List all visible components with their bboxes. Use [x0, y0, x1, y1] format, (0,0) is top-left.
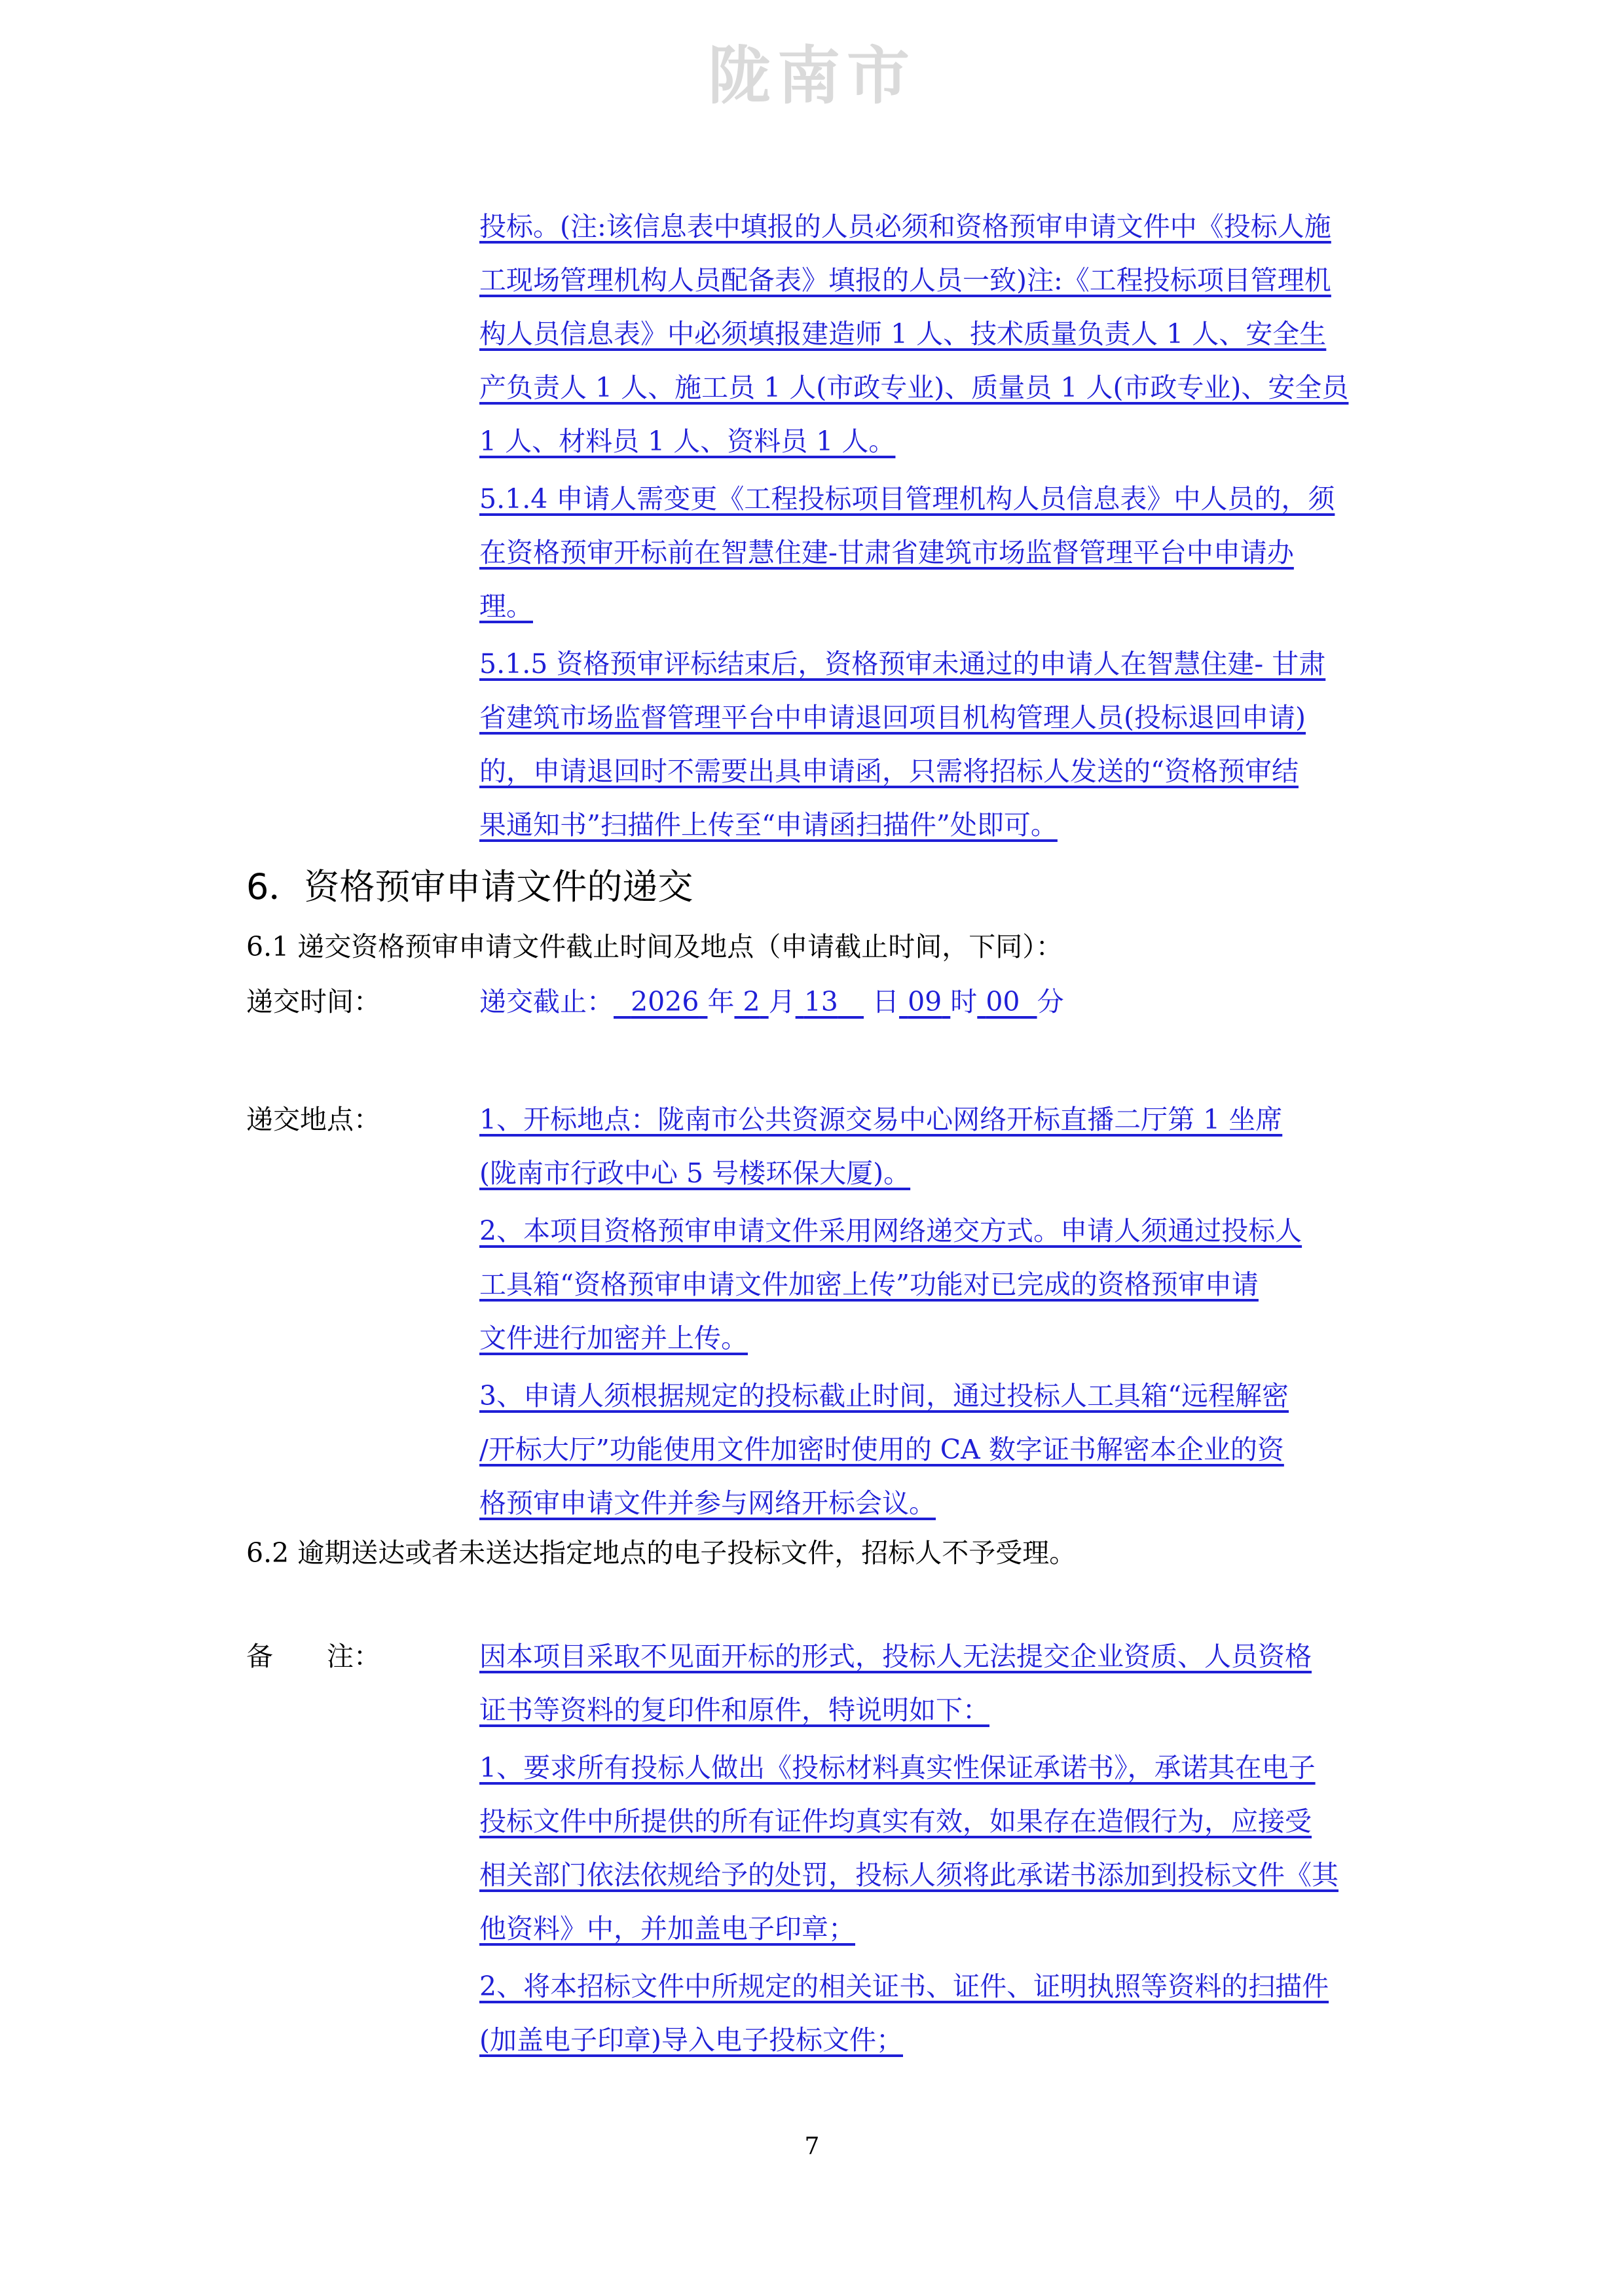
remarks-line-5[interactable]: 相关部门依法依规给予的处罚，投标人须将此承诺书添加到投标文件《其: [479, 1859, 1338, 1891]
deadline-month: 2: [743, 986, 760, 1017]
clause-514-line-3[interactable]: 理。: [479, 591, 533, 622]
place-line-5[interactable]: 文件进行加密并上传。: [479, 1322, 748, 1354]
place-line-8[interactable]: 格预审申请文件并参与网络开标会议。: [479, 1487, 936, 1519]
remarks-line-3[interactable]: 1、要求所有投标人做出《投标材料真实性保证承诺书》，承诺其在电子: [479, 1752, 1316, 1783]
clause-62-text: 6.2 逾期送达或者未送达指定地点的电子投标文件，招标人不予受理。: [246, 1537, 1077, 1569]
remarks-label: 备 注：: [246, 1641, 380, 1672]
clause-514-line-1[interactable]: 5.1.4 申请人需变更《工程投标项目管理机构人员信息表》中人员的，须: [479, 483, 1335, 515]
clause-515-line-2[interactable]: 省建筑市场监督管理平台中申请退回项目机构管理人员(投标退回申请): [479, 702, 1306, 733]
deadline-minute-unit: 分: [1037, 986, 1064, 1017]
deadline-hour-unit: 时: [950, 986, 978, 1017]
clause-514-cont-line-3[interactable]: 构人员信息表》中必须填报建造师 1 人、技术质量负责人 1 人、安全生: [479, 318, 1327, 350]
submit-time-label: 递交时间：: [246, 986, 380, 1017]
clause-514-cont-line-2[interactable]: 工现场管理机构人员配备表》填报的人员一致)注:《工程投标项目管理机: [479, 264, 1331, 296]
clause-515-line-1[interactable]: 5.1.5 资格预审评标结束后，资格预审未通过的申请人在智慧住建- 甘肃: [479, 648, 1326, 680]
place-line-6[interactable]: 3、申请人须根据规定的投标截止时间，通过投标人工具箱“远程解密: [479, 1380, 1289, 1412]
deadline-day-unit: 日: [872, 986, 900, 1017]
place-line-2[interactable]: (陇南市行政中心 5 号楼环保大厦)。: [479, 1157, 911, 1189]
remarks-line-1[interactable]: 因本项目采取不见面开标的形式，投标人无法提交企业资质、人员资格: [479, 1641, 1312, 1672]
place-line-1[interactable]: 1、开标地点：陇南市公共资源交易中心网络开标直播二厅第 1 坐席: [479, 1104, 1283, 1135]
deadline-prefix: 递交截止：: [479, 986, 614, 1017]
deadline-day: 13: [803, 986, 838, 1017]
deadline-month-unit: 月: [768, 986, 796, 1017]
deadline-minute: 00: [986, 986, 1020, 1017]
deadline-year: 2026: [631, 986, 699, 1017]
section-6-heading: 6．资格预审申请文件的递交: [246, 866, 693, 907]
remarks-line-6[interactable]: 他资料》中，并加盖电子印章；: [479, 1913, 855, 1944]
clause-515-line-3[interactable]: 的，申请退回时不需要出具申请函，只需将招标人发送的“资格预审结: [479, 756, 1299, 787]
clause-515-line-4[interactable]: 果通知书”扫描件上传至“申请函扫描件”处即可。: [479, 809, 1058, 841]
remarks-line-8[interactable]: (加盖电子印章)导入电子投标文件；: [479, 2024, 903, 2056]
place-line-4[interactable]: 工具箱“资格预审申请文件加密上传”功能对已完成的资格预审申请: [479, 1269, 1259, 1300]
submit-deadline[interactable]: [479, 983, 1064, 1020]
clause-514-cont-line-5[interactable]: 1 人、材料员 1 人、资料员 1 人。: [479, 426, 896, 457]
deadline-year-unit: 年: [707, 986, 735, 1017]
clause-514-cont-line-1[interactable]: 投标。(注:该信息表中填报的人员必须和资格预审申请文件中《投标人施: [479, 211, 1331, 242]
watermark: 陇南市: [708, 39, 916, 113]
place-line-3[interactable]: 2、本项目资格预审申请文件采用网络递交方式。申请人须通过投标人: [479, 1215, 1302, 1247]
clause-514-cont-line-4[interactable]: 产负责人 1 人、施工员 1 人(市政专业)、质量员 1 人(市政专业)、安全员: [479, 372, 1349, 403]
remarks-line-2[interactable]: 证书等资料的复印件和原件，特说明如下：: [479, 1694, 989, 1726]
place-line-7[interactable]: /开标大厅”功能使用文件加密时使用的 CA 数字证书解密本企业的资: [479, 1434, 1284, 1465]
remarks-line-7[interactable]: 2、将本招标文件中所规定的相关证书、证件、证明执照等资料的扫描件: [479, 1971, 1329, 2002]
remarks-line-4[interactable]: 投标文件中所提供的所有证件均真实有效，如果存在造假行为，应接受: [479, 1806, 1312, 1837]
clause-514-line-2[interactable]: 在资格预审开标前在智慧住建-甘肃省建筑市场监督管理平台中申请办: [479, 537, 1294, 568]
clause-61-text: 6.1 递交资格预审申请文件截止时间及地点（申请截止时间，下同）：: [246, 931, 1063, 962]
submit-place-label: 递交地点：: [246, 1104, 380, 1135]
page-number: 7: [804, 2133, 820, 2160]
deadline-hour: 09: [908, 986, 942, 1017]
